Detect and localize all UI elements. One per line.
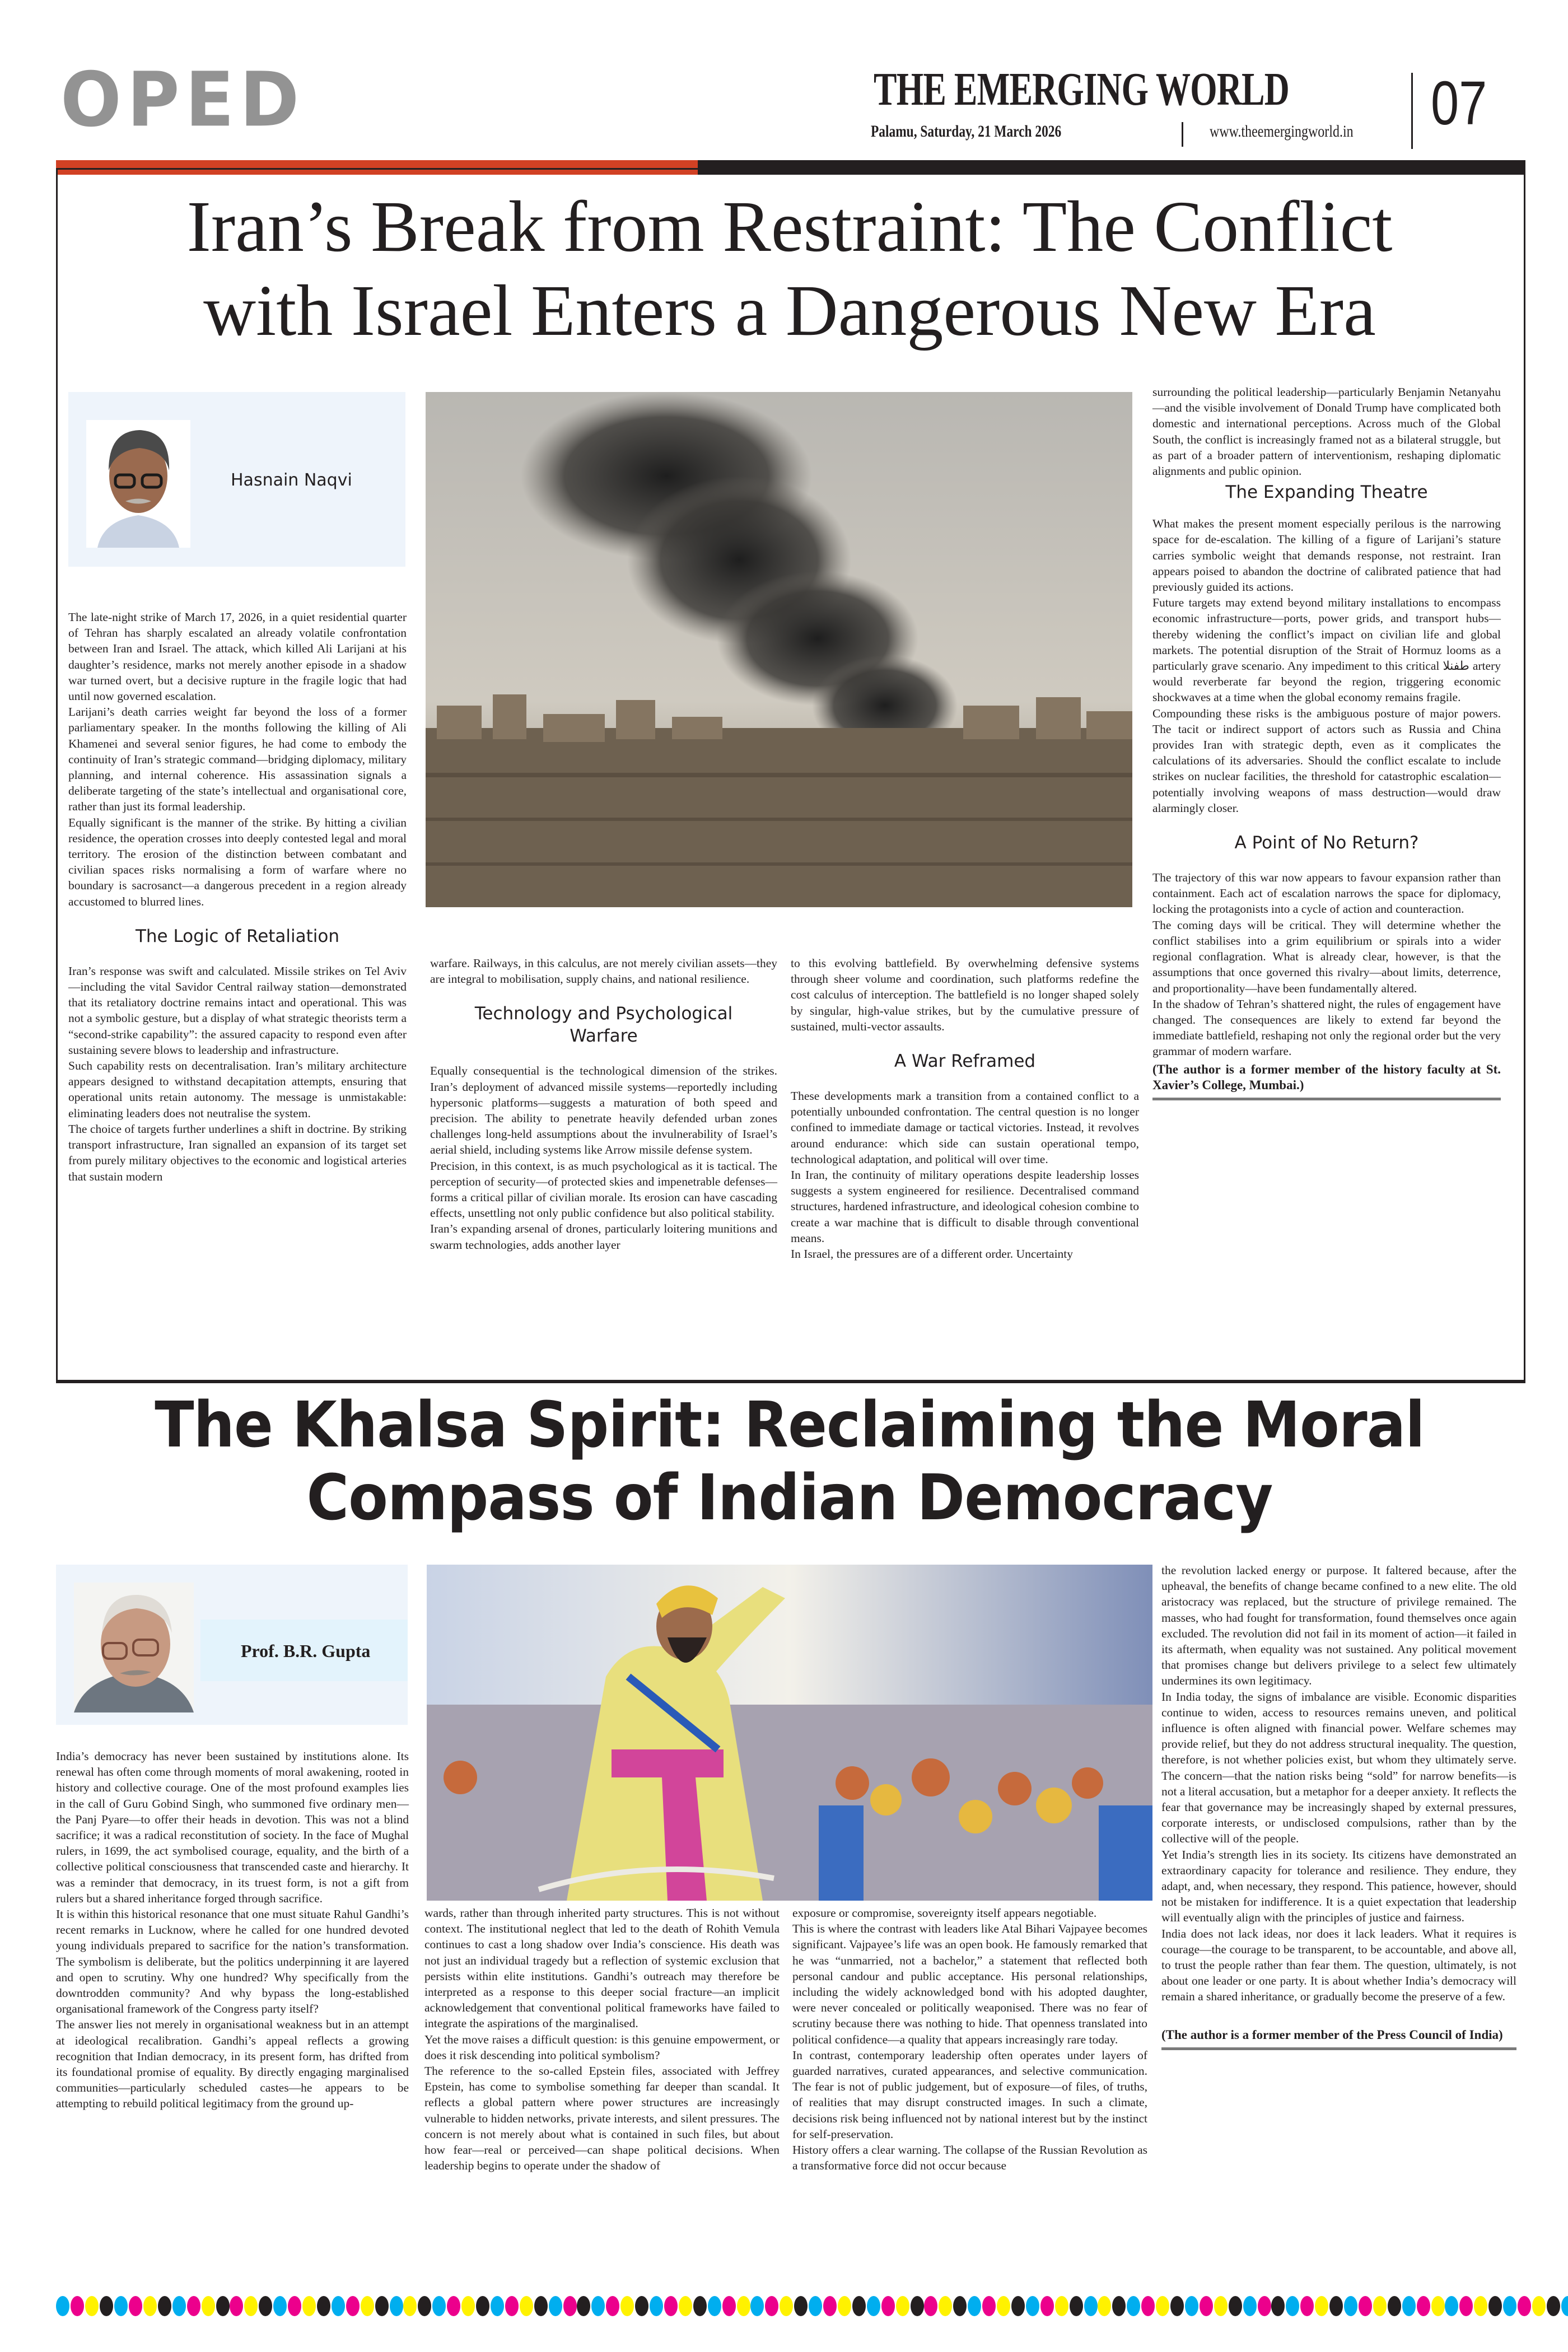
registration-dot [1229, 2296, 1242, 2316]
registration-dot-group [750, 2296, 924, 2318]
article1-column-1 [68, 609, 407, 1184]
registration-dot [997, 2296, 1010, 2316]
registration-dot [693, 2296, 707, 2316]
author-portrait-icon [74, 1583, 194, 1712]
registration-dot [765, 2296, 778, 2316]
registration-dot [982, 2296, 996, 2316]
registration-dot [1127, 2296, 1140, 2316]
registration-dot [432, 2296, 446, 2316]
article2-paragraph: This is where the contrast with leaders like Atal Bihari Vajpayee becomes significant. Vajpayee’s life was an open book. He famously remarked that he was “unmarried, not a bachelor,” a statement that reflected both personal candour and public acceptance. His personal relationships, including the widely acknowledged bond with his adopted daughter, were never concealed or politically weaponised. There was no fear of scrutiny because there was nothing to hide. That openness translated into political confidence—a quality that appears increasingly rare today. [792, 1922, 1147, 2046]
registration-dot [114, 2296, 128, 2316]
smoke-over-city-image [426, 392, 1132, 907]
registration-dot [1561, 2296, 1568, 2316]
registration-dot [403, 2296, 417, 2316]
article2-paragraph: India does not lack ideas, nor does it lack leaders. What it requires is courage—the courage to be transparent, to be accountable, and above all, to trust the people rather than fear them. The question, ultimately, is not about one leader or one party. It is about whether India’s democracy will remain a shared inheritance, or gradually become the preserve of a few. [1161, 1926, 1516, 2004]
registration-dot [187, 2296, 200, 2316]
article1-subhead-expanding-theatre: The Expanding Theatre [1225, 482, 1428, 503]
article1-subhead-logic-of-retaliation: The Logic of Retaliation [135, 926, 340, 946]
registration-dot [361, 2296, 374, 2316]
registration-dot [1156, 2296, 1169, 2316]
registration-dot [911, 2296, 924, 2316]
registration-dot [924, 2296, 937, 2316]
registration-dot [896, 2296, 909, 2316]
registration-dot [794, 2296, 808, 2316]
registration-dot [1431, 2296, 1445, 2316]
registration-dot [1329, 2296, 1343, 2316]
article1-paragraph: Future targets may extend beyond military installations to encompass economic infrastructure—ports, power grids, and transport hubs—thereby widening the conflict’s impact on civilian life and global markets. The potential disruption of the Strait of Hormuz looms as a particularly grave scenario. Any impediment to this critical طفنلا artery would reverberate far beyond the region, triggering economic shockwaves at a time when the global economy remains fragile. [1152, 596, 1501, 704]
article2-headline-line2: Compass of Indian Democracy [306, 1462, 1273, 1534]
registration-dot [1445, 2296, 1458, 2316]
registration-dot [1488, 2296, 1502, 2316]
author-portrait-icon [86, 420, 190, 548]
registration-dot [259, 2296, 272, 2316]
registration-dot [852, 2296, 866, 2316]
registration-dot [1459, 2296, 1473, 2316]
registration-dot [577, 2296, 590, 2316]
registration-dot-group [230, 2296, 403, 2318]
article2-column-1 [56, 1748, 409, 2112]
article1-subhead-point-of-no-return: A Point of No Return? [1234, 833, 1419, 853]
article1-paragraph: Equally significant is the manner of the strike. By hitting a civilian residence, the operation crosses into deeply contested legal and moral territory. The erosion of the distinction between combatant and civilian spaces risks normalising a form of warfare where no boundary is sacrosanct—a dangerous precedent in a region already accustomed to blurred lines. [68, 815, 407, 908]
registration-dot-group [1098, 2296, 1271, 2318]
registration-dot [505, 2296, 519, 2316]
article2-column-2 [424, 1905, 780, 2173]
article2-paragraph: wards, rather than through inherited party structures. This is not without context. The institutional neglect that led to the death of Rohith Vemula continues to cast a long shadow over India’s conscience. His death was not just an individual tragedy but a reflection of systemic exclusion that persists within elite institutions. Gandhi’s outreach may therefore be interpreted as a response to this deeper social fracture—an implicit acknowledgement that conventional political frameworks have failed to integrate the aspirations of the marginalised. [424, 1906, 780, 2031]
registration-dot [838, 2296, 851, 2316]
registration-dot [1258, 2296, 1271, 2316]
article1-paragraph: Iran’s response was swift and calculated. Missile strikes on Tel Aviv—including the vital Savidor Central railway station—demonstrated that its retaliatory doctrine remains intact and operational. This was not a symbolic gesture, but a display of what strategic theorists term a “second-strike capability”: the assured capacity to respond even after sustaining severe blows to leadership and infrastructure. [68, 964, 407, 1057]
registration-dot [534, 2296, 548, 2316]
article1-paragraph: warfare. Railways, in this calculus, are not merely civilian assets—they are integral to mobilisation, supply chains, and national resilience. [430, 956, 777, 986]
registration-dot [1532, 2296, 1546, 2316]
registration-dot [288, 2296, 301, 2316]
registration-dot [968, 2296, 981, 2316]
registration-dot [1503, 2296, 1516, 2316]
registration-dot [100, 2296, 113, 2316]
registration-dot [1040, 2296, 1054, 2316]
registration-dot [1026, 2296, 1039, 2316]
registration-dot [708, 2296, 721, 2316]
registration-dot [476, 2296, 489, 2316]
registration-dot [202, 2296, 215, 2316]
article2-author-credit: (The author is a former member of the Press Council of India) [1161, 2027, 1516, 2050]
article1-column-4 [1152, 384, 1501, 1100]
article2-paragraph: History offers a clear warning. The collapse of the Russian Revolution as a transformative force did not occur because [792, 2143, 1147, 2173]
registration-dot [461, 2296, 475, 2316]
registration-dot [216, 2296, 230, 2316]
article2-paragraph: It is within this historical resonance that one must situate Rahul Gandhi’s recent remarks in Lucknow, where he called for one hundred devoted young individuals prepared to sacrifice for the nation’s transformation. The symbolism is deliberate, but the politics underpinning it are layered and open to scrutiny. Why one hundred? Why specifically from the downtrodden community? And why bypass the long-established organisational framework of the Congress party itself? [56, 1907, 409, 2016]
article1-headline [62, 185, 1518, 353]
article1-headline-line2: with Israel Enters a Dangerous New Era [203, 270, 1376, 351]
registration-dot [1359, 2296, 1372, 2316]
registration-dot [1185, 2296, 1198, 2316]
registration-dot [1214, 2296, 1228, 2316]
registration-dot [491, 2296, 504, 2316]
section-label: OPED [60, 56, 305, 144]
article1-headline-line1: Iran’s Break from Restraint: The Conflict [186, 186, 1393, 267]
registration-dot-group [577, 2296, 750, 2318]
registration-dot [1315, 2296, 1328, 2316]
registration-dot [143, 2296, 157, 2316]
registration-dot [1170, 2296, 1184, 2316]
registration-dot [1243, 2296, 1257, 2316]
article1-paragraph: In the shadow of Tehran’s shattered night, the rules of engagement have changed. The consequences are likely to extend far beyond the immediate battlefield, reshaping not only the regional order but the very grammar of modern warfare. [1152, 997, 1501, 1058]
article2-paragraph: Yet the move raises a difficult question: is this genuine empowerment, or does it risk descending into political symbolism? [424, 2032, 780, 2062]
article1-subhead-war-reframed: A War Reframed [894, 1051, 1036, 1072]
registration-dot [332, 2296, 345, 2316]
paper-name: THE EMERGING WORLD [874, 63, 1289, 115]
page-number-divider [1411, 73, 1413, 149]
registration-dot [549, 2296, 562, 2316]
article2-author-name: Prof. B.R. Gupta [241, 1641, 371, 1661]
registration-dot [71, 2296, 84, 2316]
article1-paragraph: In Israel, the pressures are of a different order. Uncertainty [791, 1247, 1074, 1261]
registration-dot [591, 2296, 605, 2316]
registration-dot [447, 2296, 460, 2316]
article2-headline [115, 1389, 1464, 1534]
article1-author-credit: (The author is a former member of the history faculty at St. Xavier’s College, Mumbai.) [1152, 1062, 1501, 1100]
article1-paragraph: Equally consequential is the technological dimension of the strikes. Iran’s deployment of advanced missile systems—reportedly including hypersonic platforms—suggests a maturation of both speed and precision. The ability to penetrate heavily defended urban zones challenges long-held assumptions about the invulnerability of Israel’s aerial shield, including systems like Arrow missile defense system. [430, 1064, 777, 1157]
registration-dot [1112, 2296, 1126, 2316]
registration-dot-group [403, 2296, 577, 2318]
registration-dot [867, 2296, 880, 2316]
registration-dot-group [56, 2296, 230, 2318]
registration-dot [172, 2296, 186, 2316]
article1-paragraph: Larijani’s death carries weight far beyond the loss of a former parliamentary speaker. In the months following the killing of Ali Khamenei and several senior figures, he had come to embody the continuity of Iran’s strategic command—bridging diplomacy, military planning, and internal coherence. His assassination signals a deliberate targeting of the state’s intellectual and organisational core, rather than just its formal leadership. [68, 705, 407, 814]
article2-column-3 [792, 1905, 1147, 2173]
registration-dot [881, 2296, 895, 2316]
article1-column-3 [791, 955, 1139, 1262]
registration-dot [722, 2296, 736, 2316]
article2-column-4 [1161, 1562, 1516, 2050]
article1-photo [426, 392, 1132, 907]
registration-dot-group [1271, 2296, 1445, 2318]
article2-paragraph: Yet India’s strength lies in its society. Its citizens have demonstrated an extraordinary capacity for tolerance and resilience. They endure, they adapt, and, when necessary, they respond. This patience, however, should not be mistaken for indifference. It is a quiet expectation that leadership will eventually align with the principles of justice and fairness. [1161, 1847, 1516, 1925]
article2-paragraph: India’s democracy has never been sustained by institutions alone. Its renewal has often come through moments of moral awakening, rooted in history and collective courage. One of the most profound examples lies in the call of Guru Gobind Singh, who summoned five ordinary men—the Panj Pyare—to offer their heads in devotion. This was not a blind sacrifice; it was a radical reconstitution of society. In the face of Mughal rulers, in 1699, the act symbolised courage, equality, and the birth of a collective political consciousness that transcended caste and hierarchy. It was a reminder that democracy, in its truest form, is not a gift from rulers but a shared inheritance forged through sacrifice. [56, 1749, 409, 1905]
dateline: Palamu, Saturday, 21 March 2026 [871, 122, 1062, 141]
registration-dot-group [924, 2296, 1098, 2318]
masthead-divider [1182, 122, 1183, 147]
registration-dot [1286, 2296, 1299, 2316]
registration-dot [1300, 2296, 1314, 2316]
registration-dot [56, 2296, 69, 2316]
registration-dot [635, 2296, 648, 2316]
article2-author-box [56, 1565, 408, 1725]
registration-dot [317, 2296, 330, 2316]
registration-dot [737, 2296, 750, 2316]
registration-dot [1098, 2296, 1111, 2316]
article2-paragraph: In India today, the signs of imbalance are visible. Economic disparities continue to widen, access to resources remains uneven, and political influence is often aligned with financial power. Welfare schemes may provide relief, but they do not address structural inequality. The question, therefore, is not whether policies exist, but whom they ultimately serve. The concern—that the nation risks being “sold” for narrow benefits—is not a literal accusation, but a metaphor for a deeper anxiety. It reflects the fear that governance may be increasingly shaped by external pressures, corporate interests, or undisclosed compulsions, rather than by the collective will of the people. [1161, 1690, 1516, 1846]
article1-author-box [68, 392, 405, 567]
registration-dot [1547, 2296, 1560, 2316]
article1-author-name: Hasnain Naqvi [231, 470, 352, 490]
article1-paragraph: These developments mark a transition from a contained conflict to a potentially unbounded confrontation. The central question is no longer confined to immediate damage or tactical victories. Instead, it revolves around endurance: which side can sustain operational tempo, technological adaptation, and political will over time. [791, 1089, 1139, 1166]
registration-dot [1055, 2296, 1068, 2316]
registration-dot [823, 2296, 837, 2316]
article1-subhead-technology: Technology and Psychological Warfare [474, 1004, 733, 1047]
registration-dot [650, 2296, 663, 2316]
registration-dot [85, 2296, 99, 2316]
registration-dot [1141, 2296, 1155, 2316]
registration-dot [1011, 2296, 1025, 2316]
registration-dot [390, 2296, 403, 2316]
registration-dot [780, 2296, 793, 2316]
registration-dot [520, 2296, 533, 2316]
registration-dot [230, 2296, 243, 2316]
registration-dot [418, 2296, 431, 2316]
registration-dot [1200, 2296, 1213, 2316]
article1-paragraph: The coming days will be critical. They will determine whether the conflict stabilises into a grim equilibrium or spirals into a wider regional conflagration. What is already clear, however, is that the assumptions that once governed this rivalry—about limits, deterrence, and proportionality—have been fundamentally altered. [1152, 918, 1501, 995]
article1-paragraph: The choice of targets further underlines a shift in doctrine. By striking transport infrastructure, Iran signalled an expansion of its target set from purely military objectives to the economic and logistical arteries that sustain modern [68, 1122, 407, 1183]
registration-dot [1070, 2296, 1083, 2316]
article2-paragraph: In contrast, contemporary leadership often operates under layers of guarded narratives, curated appearances, and selective communication. The fear is not of public judgement, but of exposure—of files, of truths, of realities that may disrupt constructed images. In such a climate, decisions risk being influenced not by national interest but by the instinct for self-preservation. [792, 2048, 1147, 2141]
registration-dot [953, 2296, 967, 2316]
registration-dot [1388, 2296, 1401, 2316]
article2-paragraph: The reference to the so-called Epstein files, associated with Jeffrey Epstein, has come to symbolise something far deeper than scandal. It reflects a global pattern where power structures are increasingly vulnerable to hidden networks, private interests, and silent pressures. The concern is not merely about what is contained in such files, but about how fear—real or perceived—can shape political decisions. When leadership begins to operate under the shadow of [424, 2064, 780, 2173]
registration-dot [563, 2296, 577, 2316]
article1-column-2 [430, 955, 777, 1253]
article1-author-photo [86, 420, 190, 548]
article1-paragraph: Such capability rests on decentralisation. Iran’s military architecture appears designed to withstand decapitation attempts, ensuring that operational units retain autonomy. The message is unmistakable: eliminating leaders does not neutralise the system. [68, 1059, 407, 1120]
registration-dot [244, 2296, 258, 2316]
registration-dot [606, 2296, 619, 2316]
registration-dot [1474, 2296, 1487, 2316]
article1-paragraph: The late-night strike of March 17, 2026, in a quiet residential quarter of Tehran has sharply escalated an already volatile confrontation between Iran and Israel. The attack, which killed Ali Larijani at his daughter’s residence, marks not merely another episode in a shadow war turned overt, but a decisive rupture in the fragile logic that had until now governed escalation. [68, 610, 407, 703]
registration-dot-group [1445, 2296, 1568, 2318]
article2-photo [427, 1565, 1152, 1901]
registration-dot [1417, 2296, 1430, 2316]
article2-paragraph: exposure or compromise, sovereignty itself appears negotiable. [792, 1906, 1097, 1920]
website-link[interactable]: www.theemergingworld.in [1210, 122, 1354, 141]
registration-dot [273, 2296, 287, 2316]
registration-dot [809, 2296, 822, 2316]
registration-dot [939, 2296, 952, 2316]
registration-dot [1084, 2296, 1098, 2316]
article1-paragraph: surrounding the political leadership—particularly Benjamin Netanyahu—and the visible involvement of Donald Trump have complicated both domestic and international perceptions. Across much of the Global South, the conflict is increasingly framed not as a bilateral struggle, but as part of a broader pattern of interventionism, reshaping diplomatic alignments and public opinion. [1152, 385, 1501, 478]
registration-dot [375, 2296, 389, 2316]
registration-dot [1344, 2296, 1357, 2316]
registration-dot [620, 2296, 634, 2316]
article1-paragraph: Compounding these risks is the ambiguous posture of major powers. The tacit or indirect support of actors such as Russia and China provides Iran with strategic depth, even as it complicates the calculations of its adversaries. Should the conflict escalate to include strikes on nuclear facilities, the threshold for catastrophic escalation—potentially involving weapons of mass destruction—would draw alarmingly closer. [1152, 706, 1501, 815]
registration-dot [346, 2296, 360, 2316]
article1-paragraph: In Iran, the continuity of military operations despite leadership losses suggests a system engineered for resilience. Decentralised command structures, hardened infrastructure, and ideological cohesion combine to create a war machine that is difficult to disable through conventional means. [791, 1168, 1139, 1245]
registration-dot [1518, 2296, 1531, 2316]
article1-paragraph: What makes the present moment especially perilous is the narrowing space for de-escalation. The killing of a figure of Larijani’s stature carries symbolic weight that demands response, not restraint. Iran appears poised to abandon the doctrine of calibrated patience that had previously guided its actions. [1152, 517, 1501, 594]
article2-author-photo [74, 1583, 194, 1712]
registration-dot [129, 2296, 142, 2316]
registration-dot [664, 2296, 678, 2316]
article1-paragraph: Precision, in this context, is as much psychological as it is tactical. The perception of security—of protected skies and impenetrable defenses—forms a critical pillar of civilian morale. Its erosion can have cascading effects, unsettling not only public confidence but also political stability. [430, 1159, 777, 1220]
registration-dot [302, 2296, 316, 2316]
article2-paragraph: the revolution lacked energy or purpose. It faltered because, after the upheaval, the benefits of change became confined to a new elite. The old aristocracy was replaced, but the structure of privilege remained. The masses, who had fought for transformation, found themselves once again excluded. The revolution did not fail in its moment of action—it failed in its aftermath, when equality was not sustained. Any political movement that promises change but delivers privilege to a select few ultimately undermines its own legitimacy. [1161, 1564, 1516, 1688]
article2-headline-line1: The Khalsa Spirit: Reclaiming the Moral [155, 1389, 1425, 1462]
article1-paragraph: Iran’s expanding arsenal of drones, particularly loitering munitions and swarm technologies, adds another layer [430, 1222, 777, 1252]
registration-dot [1373, 2296, 1387, 2316]
page-number: 07 [1431, 69, 1487, 138]
article1-paragraph: to this evolving battlefield. By overwhelming defensive systems through sheer volume and coordination, such platforms redefine the cost calculus of interception. The battlefield is no longer shaped solely by singular, high-value strikes, but by the cumulative pressure of sustained, multi-vector assaults. [791, 956, 1139, 1033]
registration-dot [1271, 2296, 1285, 2316]
registration-dot [679, 2296, 692, 2316]
registration-dot [158, 2296, 171, 2316]
article1-paragraph: The trajectory of this war now appears to favour expansion rather than containment. Each act of escalation narrows the space for diplomacy, locking the protagonists into a cycle of action and counteraction. [1152, 871, 1501, 916]
guru-painting-image [427, 1565, 1152, 1901]
registration-marks [56, 2296, 1525, 2318]
registration-dot [750, 2296, 764, 2316]
article2-paragraph: The answer lies not merely in organisational weakness but in an attempt at ideological recalibration. Gandhi’s appeal reflects a growing recognition that Indian democracy, in its present form, has drifted from its foundational promise of equality. By directly engaging marginalised communities—particularly scheduled castes—he appears to be attempting to rebuild political legitimacy from the ground up- [56, 2018, 409, 2111]
registration-dot [1402, 2296, 1416, 2316]
